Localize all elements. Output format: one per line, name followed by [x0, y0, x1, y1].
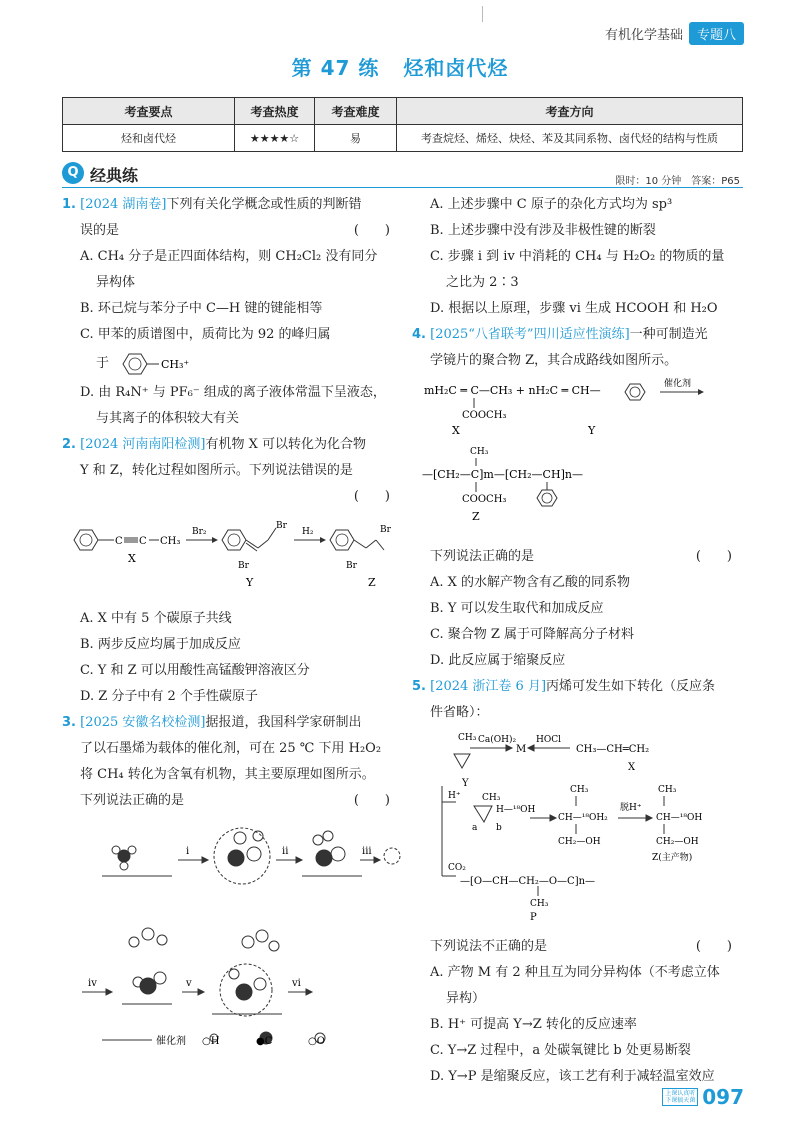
option-b: B. 上述步骤中没有涉及非极性键的断裂 [430, 223, 656, 238]
option-c: C. Y 和 Z 可以用酸性高锰酸钾溶液区分 [80, 663, 310, 678]
option-d: D. Z 分子中有 2 个手性碳原子 [80, 689, 258, 704]
question-stem: 下列说法正确的是 [430, 549, 535, 564]
water-18o: H—¹⁸OH [496, 805, 536, 815]
legend-o: ○O [308, 1036, 325, 1047]
step-label: v [186, 978, 192, 989]
left-column [62, 192, 402, 1064]
title-number: 第 47 练 [291, 56, 380, 80]
question-stem: 据报道，我国科学家研制出 [205, 715, 362, 730]
option-a-cont: 异构） [446, 991, 486, 1006]
question-5 [412, 674, 744, 1090]
polymer-formula: —[CH₂—C]m—[CH₂—CH]n— [422, 468, 583, 481]
question-stem: 有机物 X 可以转化为化合物 [205, 437, 367, 452]
legend-h: ○H [202, 1036, 220, 1047]
question-2 [62, 432, 402, 710]
motto-line: 上课认真听 [665, 1090, 696, 1097]
ch3-label: CH₃ [530, 899, 549, 909]
option-b: B. Y 可以发生取代和加成反应 [430, 601, 604, 616]
q5-reaction-scheme [412, 726, 744, 924]
table-header: 考查热度 [235, 98, 315, 125]
question-stem: 下列有关化学概念或性质的判断错 [166, 197, 362, 212]
question-stem: 误的是 [80, 223, 120, 238]
reagent-h: H⁺ [448, 791, 461, 801]
table-cell: 烃和卤代烃 [63, 125, 235, 152]
reagent-co2: CO₂ [448, 863, 466, 873]
option-c-cont [62, 348, 402, 380]
option-c: C. 聚合物 Z 属于可降解高分子材料 [430, 627, 635, 642]
ch3-label: CH₃ [570, 785, 589, 795]
option-d: D. Y→P 是缩聚反应，该工艺有利于减轻温室效应 [430, 1069, 715, 1084]
question-source: [2024 湖南卷] [80, 197, 167, 212]
table-header: 考查要点 [63, 98, 235, 125]
page-footer [662, 1085, 744, 1109]
option-a: A. X 中有 5 个碳原子共线 [80, 611, 232, 626]
ch3-label: CH₃ [470, 447, 489, 457]
option-a: A. 上述步骤中 C 原子的杂化方式均为 sp³ [430, 197, 673, 212]
ester-group: COOCH₃ [462, 494, 507, 505]
question-3 [62, 710, 402, 1064]
table-cell: 考查烷烃、烯烃、炔烃、苯及其同系物、卤代烃的结构与性质 [397, 125, 743, 152]
product-z-1: CH—¹⁸OH [656, 813, 703, 823]
br-label: Br [346, 561, 357, 571]
product-m: M [516, 744, 527, 755]
step-label: iv [88, 978, 97, 989]
label-z: Z [368, 576, 376, 589]
title-text: 烃和卤代烃 [403, 56, 509, 80]
question-stem: 丙烯可发生如下转化（反应条 [546, 679, 716, 694]
label-y: Y [246, 576, 254, 589]
label-x: X [628, 762, 636, 773]
label-z: Z(主产物) [652, 853, 693, 863]
ch3-label: CH₃ [658, 785, 677, 795]
label-z: Z [472, 510, 480, 523]
section-meta: 限时：10 分钟 答案：P65 [615, 176, 740, 187]
option-a: A. CH₄ 分子是正四面体结构，则 CH₂Cl₂ 没有同分 [80, 249, 378, 264]
label-x: X [128, 552, 136, 565]
legend-c: ●C [256, 1036, 273, 1047]
question-number: 1. [62, 197, 76, 212]
option-d-cont: 与其离子的体积较大有关 [96, 411, 240, 426]
intermediate-2: CH₂—OH [558, 837, 601, 847]
option-d: D. 根据以上原理，步骤 vi 生成 HCOOH 和 H₂O [430, 301, 718, 316]
question-number: 2. [62, 437, 76, 452]
label-y: Y [588, 424, 596, 437]
option-c: C. 步骤 i 到 iv 中消耗的 CH₄ 与 H₂O₂ 的物质的量 [430, 249, 725, 264]
reagent-h2: H₂ [302, 527, 314, 537]
br-label: Br [238, 561, 249, 571]
toluene-ion-structure [115, 351, 195, 377]
question-source: [2024 河南南阳检测] [80, 437, 206, 452]
step-label: iii [362, 846, 372, 857]
question-source: [2025“八省联考”四川适应性演练] [430, 327, 630, 342]
q3-mechanism-diagram [62, 814, 402, 1054]
answer-blank: ( ) [353, 489, 390, 504]
label-p: P [530, 912, 537, 923]
option-a-cont: 异构体 [96, 275, 136, 290]
question-source: [2024 浙江卷 6 月] [430, 679, 547, 694]
bond-b: b [496, 823, 502, 833]
propene-formula: CH₃—CH═CH₂ [576, 744, 650, 755]
question-stem: 将 CH₄ 转化为含氧有机物，其主要原理如图所示。 [80, 767, 375, 782]
legend-catalyst: 催化剂 [156, 1036, 186, 1047]
reagent-br2: Br₂ [192, 527, 207, 537]
ester-group: COOCH₃ [462, 410, 507, 421]
top-divider [482, 6, 483, 22]
reagent-caoh2: Ca(OH)₂ [478, 735, 517, 745]
catalyst-label: 催化剂 [664, 379, 692, 389]
svg-text:C: C [115, 536, 123, 547]
question-3-options [412, 192, 744, 322]
option-a: A. 产物 M 有 2 种且互为同分异构体（不考虑立体 [430, 965, 720, 980]
option-a: A. X 的水解产物含有乙酸的同系物 [430, 575, 631, 590]
answer-blank: ( ) [353, 223, 390, 238]
option-c-text: 于 [96, 356, 110, 371]
section-icon: Q [62, 162, 84, 184]
option-d: D. 此反应属于缩聚反应 [430, 653, 566, 668]
question-stem: 了以石墨烯为载体的催化剂，可在 25 ℃ 下用 H₂O₂ [80, 741, 382, 756]
question-stem: 学镜片的聚合物 Z，其合成路线如图所示。 [430, 353, 678, 368]
exam-info-table [62, 97, 743, 152]
br-label: Br [380, 525, 391, 535]
question-stem: 件省略）： [430, 705, 489, 720]
question-stem: 一种可制造光 [629, 327, 708, 342]
question-stem: 下列说法不正确的是 [430, 939, 548, 954]
ch3-label: CH₃ [482, 793, 501, 803]
question-number: 4. [412, 327, 426, 342]
option-c-cont: 之比为 2∶3 [446, 275, 519, 290]
page-header [605, 22, 744, 45]
q4-synthesis-scheme [412, 374, 744, 534]
product-z-2: CH₂—OH [656, 837, 699, 847]
question-stem: Y 和 Z，转化过程如图所示。下列说法错误的是 [80, 463, 353, 478]
question-stem: 下列说法正确的是 [80, 793, 185, 808]
reagent-hocl: HOCl [536, 735, 561, 745]
polymer-p: —[O—CH—CH₂—O—C]n— [460, 876, 596, 887]
step-label: vi [292, 978, 301, 989]
table-header: 考查难度 [315, 98, 397, 125]
page-title [0, 52, 800, 81]
table-header: 考查方向 [397, 98, 743, 125]
option-b: B. H⁺ 可提高 Y→Z 转化的反应速率 [430, 1017, 637, 1032]
option-b: B. 环己烷与苯分子中 C—H 键的键能相等 [80, 301, 323, 316]
table-row [63, 125, 743, 152]
section-title: 经典练 [90, 166, 139, 185]
ch3-label: CH₃ [458, 733, 477, 743]
label-x: X [452, 424, 460, 437]
label-y: Y [462, 778, 469, 789]
step-label: i [186, 846, 190, 857]
option-b: B. 两步反应均属于加成反应 [80, 637, 241, 652]
svg-text:C: C [139, 536, 147, 547]
question-1 [62, 192, 402, 432]
monomer-equation: mH₂C ═ C—CH₃ + nH₂C ═ CH— [424, 384, 601, 397]
ch3-label: CH₃ [160, 536, 181, 547]
footer-motto [662, 1088, 698, 1106]
q2-reaction-scheme [62, 510, 402, 596]
question-4 [412, 322, 744, 674]
table-header-row [63, 98, 743, 125]
table-cell: ★★★★☆ [235, 125, 315, 152]
option-d: D. 由 R₄N⁺ 与 PF₆⁻ 组成的离子液体常温下呈液态， [80, 385, 386, 400]
topic-badge: 专题八 [689, 22, 744, 45]
option-c: C. 甲苯的质谱图中，质荷比为 92 的峰归属 [80, 327, 331, 342]
option-c: C. Y→Z 过程中，a 处碳氧键比 b 处更易断裂 [430, 1043, 691, 1058]
motto-line: 下课搞天菌 [665, 1097, 696, 1104]
deprotonation: 脱H⁺ [620, 803, 642, 813]
question-number: 5. [412, 679, 426, 694]
answer-blank: ( ) [695, 549, 732, 564]
step-label: ii [282, 846, 289, 857]
ch3-label: CH₃⁺ [161, 358, 190, 371]
question-number: 3. [62, 715, 76, 730]
bond-a: a [472, 823, 478, 833]
answer-blank: ( ) [695, 939, 732, 954]
intermediate-1: CH—¹⁸OH₂ [558, 813, 608, 823]
section-name: 有机化学基础 [604, 28, 683, 43]
section-divider [62, 187, 743, 188]
right-column [412, 192, 744, 1090]
question-source: [2025 安徽名校检测] [80, 715, 206, 730]
br-label: Br [276, 521, 287, 531]
answer-blank: ( ) [353, 793, 390, 808]
table-cell: 易 [315, 125, 397, 152]
page-number: 097 [702, 1085, 744, 1109]
